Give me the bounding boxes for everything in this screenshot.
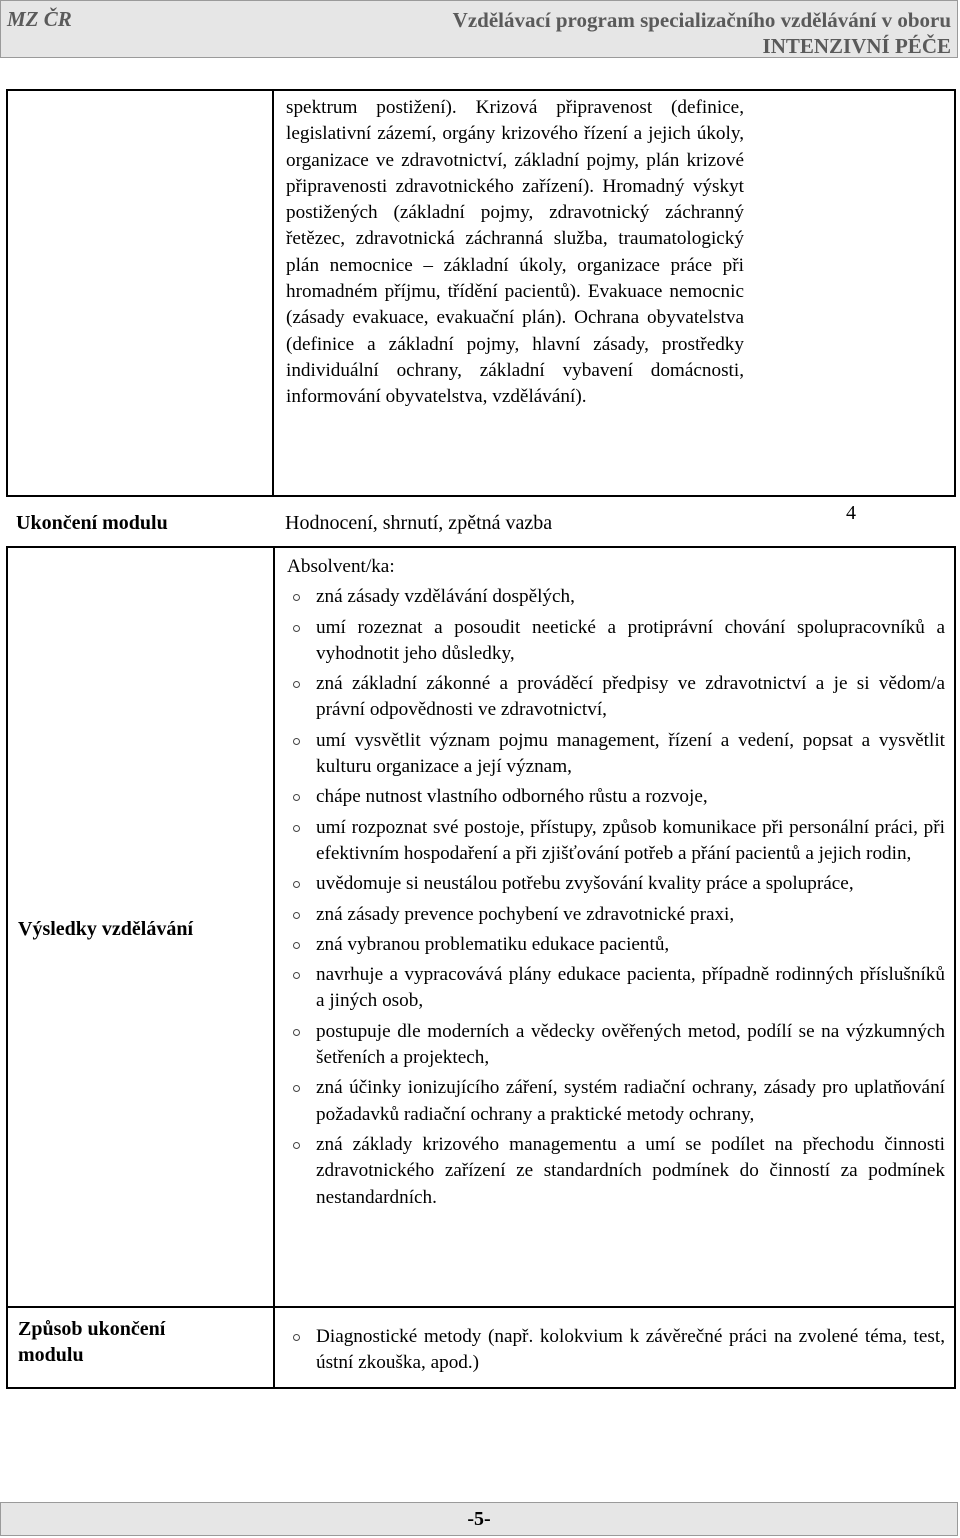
header-title-line1: Vzdělávací program specializačního vzdělávání v oboru <box>452 8 951 32</box>
row-divider <box>8 1306 954 1308</box>
list-item: uvědomuje si neustálou potřebu zvyšování kvality práce a spolupráce, <box>287 871 945 897</box>
column-divider <box>273 548 275 1387</box>
bullet-icon <box>293 825 300 832</box>
content-table-top <box>6 89 956 497</box>
completion-hours: 4 <box>846 502 856 524</box>
list-item: umí vysvětlit význam pojmu management, řízení a vedení, popsat a vysvětlit kulturu organizace a její význam, <box>287 728 945 781</box>
bullet-icon <box>293 1085 300 1092</box>
bullet-icon <box>293 912 300 919</box>
bullet-icon <box>293 881 300 888</box>
list-item: umí rozpoznat své postoje, přístupy, způsob komunikace při personální práci, při efektivním hospodaření a při zjišťování potřeb a přání pacientů a jejich rodin, <box>287 815 945 868</box>
list-item: postupuje dle moderních a vědecky ověřených metod, podílí se na výzkumných šetřeních a projektech, <box>287 1019 945 1072</box>
bullet-icon <box>293 794 300 801</box>
outcomes-intro: Absolvent/ka: <box>287 556 395 577</box>
list-item: navrhuje a vypracovává plány edukace pacienta, případně rodinných příslušníků a jiných osob, <box>287 962 945 1015</box>
header-publisher: MZ ČR <box>7 7 72 31</box>
list-item: zná vybranou problematiku edukace pacientů, <box>287 932 945 958</box>
label-cell-empty <box>8 91 274 495</box>
bullet-icon <box>293 625 300 632</box>
list-item: zná zásady prevence pochybení ve zdravotnické praxi, <box>287 902 945 928</box>
completion-label: Ukončení modulu <box>16 512 168 534</box>
outcomes-list <box>287 584 945 1211</box>
bullet-icon <box>293 681 300 688</box>
bullet-icon <box>293 1029 300 1036</box>
completion-method-list <box>287 1324 945 1377</box>
list-item: zná základní zákonné a prováděcí předpisy ve zdravotnictví a je si vědom/a právní odpovědnosti ve zdravotnictví, <box>287 671 945 724</box>
bullet-icon <box>293 594 300 601</box>
page-header <box>0 0 958 58</box>
completion-content: Hodnocení, shrnutí, zpětná vazba <box>285 512 553 534</box>
bullet-icon <box>293 738 300 745</box>
list-item: zná účinky ionizujícího záření, systém radiační ochrany, zásady pro uplatňování požadavků radiační ochrany a praktické metody ochrany, <box>287 1075 945 1128</box>
page-number: -5- <box>467 1508 491 1530</box>
page-footer <box>0 1502 958 1536</box>
list-item: zná základy krizového managementu a umí se podílet na přechodu činnosti zdravotnického zařízení ze standardních podmínek do činností za podmínek nestandardních. <box>287 1132 945 1211</box>
completion-method-label: Způsob ukončení modulu <box>18 1318 166 1366</box>
list-item: chápe nutnost vlastního odborného růstu a rozvoje, <box>287 784 945 810</box>
module-content-text: spektrum postižení). Krizová připravenost (definice, legislativní zázemí, orgány krizového řízení a jejich úkoly, organizace ve zdravotnictví, základní pojmy, plán krizové připravenosti zdravotnického zařízení). Hromadný výskyt postižených (základní pojmy, zdravotnický záchranný řetězec, zdravotnická záchranná služba, traumatologický plán nemocnice – základní úkoly, organizace práce při hromadném příjmu, třídění pacientů). Evakuace nemocnic (zásady evakuace, evakuační plán). Ochrana obyvatelstva (definice a základní pojmy, hlavní zásady, prostředky individuální ochrany, základní vybavení domácnosti, informování obyvatelstva, vzdělávání). <box>286 97 744 408</box>
bullet-icon <box>293 972 300 979</box>
list-item: Diagnostické metody (např. kolokvium k závěrečné práci na zvolené téma, test, ústní zkouška, apod.) <box>287 1324 945 1377</box>
list-item: umí rozeznat a posoudit neetické a protiprávní chování spolupracovníků a vyhodnotit jeho důsledky, <box>287 615 945 668</box>
bullet-icon <box>293 1334 300 1341</box>
bullet-icon <box>293 942 300 949</box>
list-item: zná zásady vzdělávání dospělých, <box>287 584 945 610</box>
outcomes-label: Výsledky vzdělávání <box>18 918 194 940</box>
header-title-line2: INTENZIVNÍ PÉČE <box>762 34 951 58</box>
completion-method-content <box>287 1324 945 1377</box>
bullet-icon <box>293 1142 300 1149</box>
header-title <box>453 7 951 59</box>
content-table-bottom <box>6 546 956 1389</box>
outcomes-content <box>287 554 945 1211</box>
